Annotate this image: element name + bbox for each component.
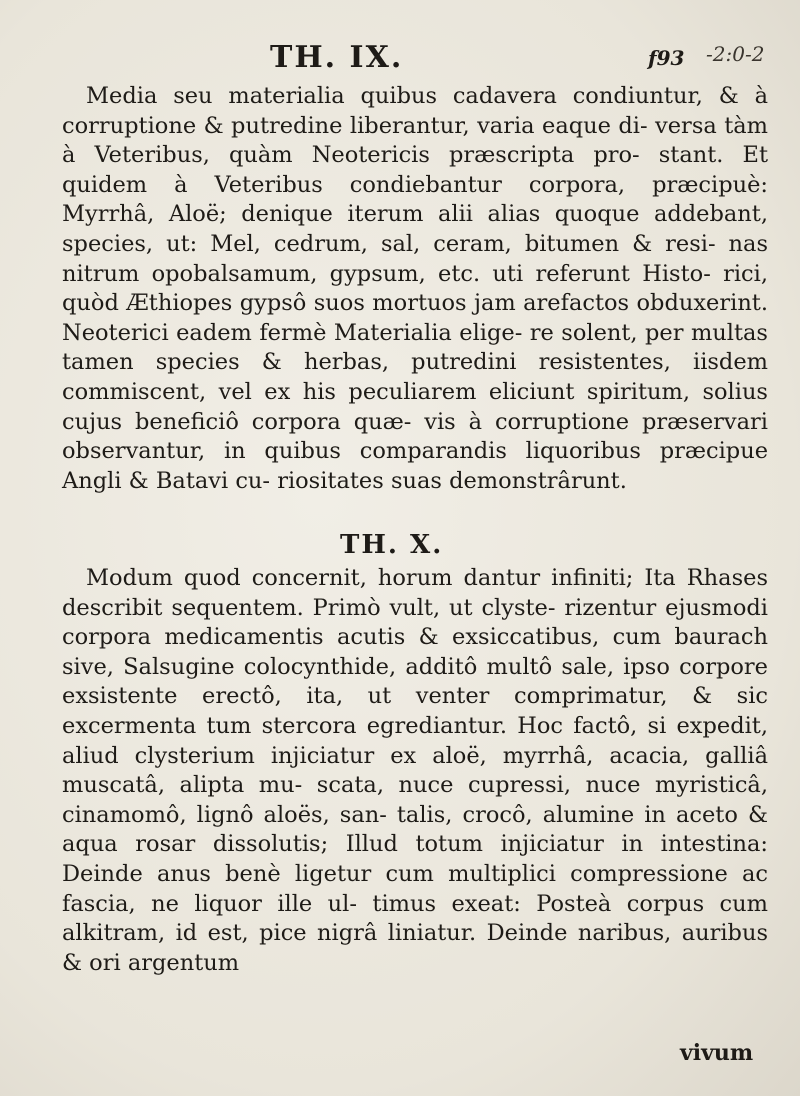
folio-number: f93 [648,46,685,70]
text-line: egrediantur. Hoc factô, si expedit, aliud clysterium [62,712,768,769]
text-line: comparandis liquoribus præcipue Angli & Batavi cu- [62,438,769,494]
text-line: scata, nuce cupressi, nuce myristicâ, cinamomô, lignô aloës, san- [62,772,768,828]
running-header [0,40,800,80]
paragraph-th-x [62,564,768,978]
text-line: vis à corruptione præservari observantur, in quibus [62,408,768,465]
text-line: præcipuè: Myrrhâ, Aloë; denique iterum alii alias quoque [62,171,768,228]
text-line: Media seu materialia quibus cadavera condiuntur, [86,83,719,109]
text-line: Modum quod concernit, horum dantur infiniti; [86,565,645,591]
text-line: versa tàm à Veteribus, quàm Neotericis præscripta pro- [62,112,769,169]
text-line: & à corruptione & putredine liberantur, varia eaque di- [62,83,768,139]
text-line: totum injiciatur in intestina: Deinde anus benè ligetur [62,831,768,887]
text-line: venter comprimatur, & sic excermenta tum stercora [62,683,768,739]
handwritten-mark: -2:0-2 [706,42,765,66]
text-line: rizentur ejusmodi corpora medicamentis acutis & [62,594,768,651]
text-line: cum multiplici compressione ac fascia, ne liquor ille ul- [62,860,768,917]
section-heading-th-x: TH. X. [340,530,444,560]
text-line: talis, crocô, alumine in aceto & aqua rosar dissolutis; Illud [62,801,768,858]
text-line: nas nitrum opobalsamum, gypsum, etc. uti referunt Histo- [62,230,768,287]
text-line: resistentes, iisdem commiscent, vel ex his peculiarem [62,349,768,405]
text-line: injiciatur ex aloë, myrrhâ, acacia, galliâ muscatâ, alipta mu- [62,742,768,799]
text-line: additô multô sale, ipso corpore exsistente erectô, ita, ut [62,653,768,710]
text-line: addebant, species, ut: Mel, cedrum, sal, ceram, bitumen & resi- [62,201,768,257]
catchword: vivum [680,1040,754,1066]
text-line: re solent, per multas tamen species & herbas, putredini [62,319,768,376]
paragraph-th-ix [62,82,768,496]
text-line: rici, quòd Æthiopes gypsô suos mortuos jam arefactos [62,260,768,317]
text-line: obduxerint. Neoterici eadem fermè Materialia elige- [62,290,768,346]
section-heading-th-ix: TH. IX. [270,40,404,75]
text-line: exsiccatibus, cum baurach sive, Salsugine colocynthide, [62,624,768,680]
text-line: stant. Et quidem à Veteribus condiebantur corpora, [62,142,768,198]
text-line: nigrâ liniatur. Deinde naribus, auribus & ori argentum [62,920,769,976]
text-line: eliciunt spiritum, solius cujus beneficiô corpora quæ- [62,378,768,435]
text-line: Ita Rhases describit sequentem. Primò vult, ut clyste- [62,565,768,621]
text-line: riositates suas demonstrârunt. [277,467,627,494]
text-line: timus exeat: Posteà corpus cum alkitram, id est, pice [62,890,768,947]
